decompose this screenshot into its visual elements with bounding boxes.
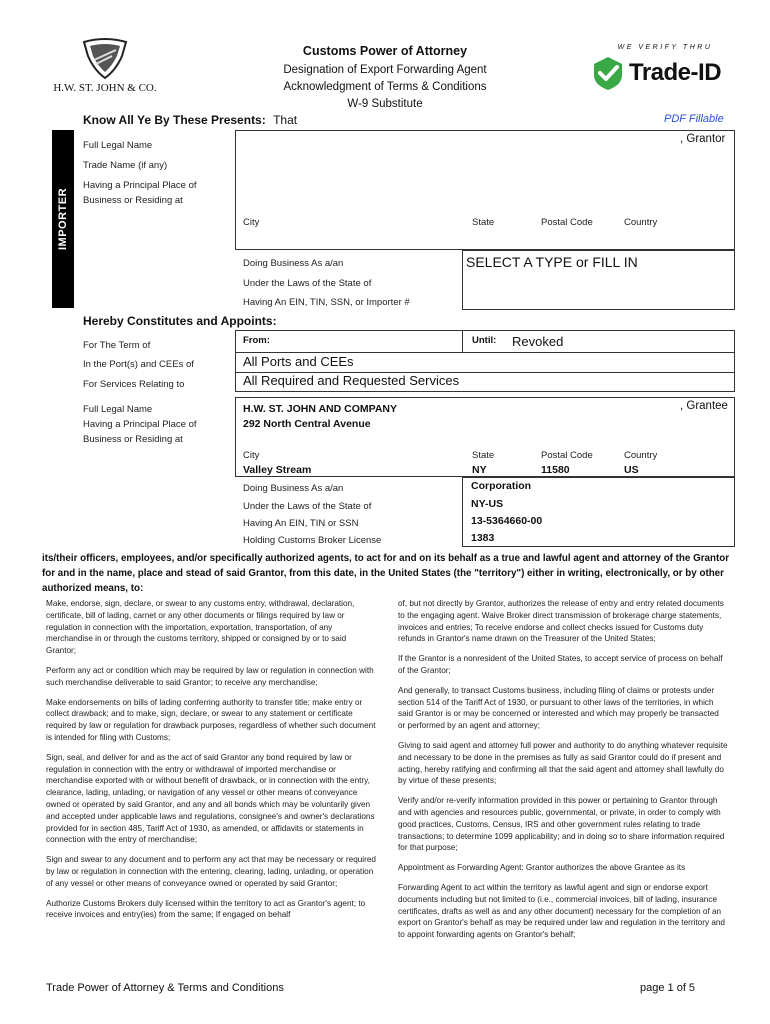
trade-name-label: Trade Name (if any): [83, 160, 168, 171]
right-paragraph: Verify and/or re-verify information provided in this power or pertaining to Grantor through and with agencies and resources public, governmental, or private, in order to comply with good practices, Customs, Census, IRS and other government rules relating to trade transactions; to determine 1099 applicability; and in doing so to share information required for that purpose;: [398, 796, 725, 853]
left-paragraph: Make endorsements on bills of lading conferring authority to transfer title; make entry or collect drawback; and to make, sign, declare, or swear to any statement or certificate required by law or regulation for drawback purposes, regardless of whether such document is intended for filing with Customs;: [46, 697, 376, 742]
left-paragraph: Make, endorse, sign, declare, or swear to any customs entry, withdrawal, declaration, certificate, bill of lading, carnet or any other documents or filings required by law or regulation in connection with the importation, exportation, transportation, of any merchandise in or through the customs territory, shipped or consigned by or to said Grantor;: [46, 599, 355, 656]
right-paragraph: Appointment as Forwarding Agent: Grantor authorizes the above Grantee as its: [398, 863, 686, 873]
document-title: Customs Power of Attorney: [302, 44, 468, 58]
importer-name-field[interactable]: [235, 130, 735, 250]
left-paragraph: Perform any act or condition which may be required by law or regulation in connection with such merchandise deliverable to said Grantor; to receive any merchandise;: [46, 665, 374, 687]
trade-id-badge: [590, 44, 730, 94]
ports-label: In the Port(s) and CEEs of: [83, 359, 194, 370]
verify-brand: Trade-ID: [629, 59, 722, 86]
title-block: [240, 44, 530, 113]
grantor-suffix: , Grantor: [680, 133, 726, 145]
importer-side-label: IMPORTER: [52, 130, 74, 308]
left-paragraph: Sign, seal, and deliver for and as the act of said Grantor any bond required by law or regulation in connection with the entry or withdrawal of imported merchandise or merchandise exported with or without benefit of drawback, or in connection with the entry, clearance, lading, unlading, or navigation of any vessel or other means of conveyance owned or operated by said Grantor, and any and all bonds which may be voluntarily given and accepted under applicable laws and regulations, consignee's and owner's declarations provided for in section 485, Tariff Act of 1930, as amended, or affidavits or statements in connection with the entry of merchandise;: [46, 752, 375, 845]
importer-dba-value[interactable]: SELECT A TYPE or FILL IN: [466, 254, 638, 270]
shield-logo-icon: [50, 38, 160, 80]
footer-left: Trade Power of Attorney & Terms and Conditions: [46, 982, 284, 994]
verify-tagline: WE VERIFY THRU: [617, 44, 713, 51]
grantee-license-label: Holding Customs Broker License: [243, 535, 382, 546]
right-column: [398, 598, 728, 949]
grantee-suffix: , Grantee: [680, 400, 728, 412]
grantee-name: H.W. ST. JOHN AND COMPANY: [243, 403, 398, 415]
that-label: That: [273, 113, 298, 127]
grantee-ein-label: Having An EIN, TIN or SSN: [243, 518, 359, 529]
right-paragraph: of, but not directly by Grantor, authorizes the release of entry and entry related documents to the engaging agent. Waive Broker direct transmission of brokerage charge statements, invoices and entries; To receive endorse and collect checks issued for Customs duty refunds in Grantor's name drawn on the Treasurer of the United States;: [398, 599, 724, 644]
grantee-laws-value: NY-US: [471, 498, 504, 510]
grantee-principal-label-1: Having a Principal Place of: [83, 419, 197, 430]
pdf-fillable-link[interactable]: PDF Fillable: [664, 113, 724, 125]
left-column: [46, 598, 376, 929]
check-shield-icon: [590, 55, 626, 91]
right-paragraph: And generally, to transact Customs business, including filing of claims or protests under section 514 of the Tariff Act of 1930, or pursuant to other laws of the territories, in which said Grantor is or may be concerned or interested and which may properly be transacted or performed by an agent and attorney;: [398, 685, 719, 731]
grantee-country-label: Country: [624, 450, 658, 461]
right-paragraph: Forwarding Agent to act within the territory as lawful agent and sign or endorse export documents including but not limited to (i.e., commercial invoices, bill of lading, insurance certificates, drafts as well as and any other document) necessary for the completion of an export on Grantor's behalf as may be required under law and regulation in the territory and to appoint forwarding agents on Grantor's behalf;: [398, 882, 725, 940]
grantee-license-value: 1383: [471, 532, 495, 544]
services-label: For Services Relating to: [83, 379, 185, 390]
right-paragraph: Giving to said agent and attorney full power and authority to do anything whatever requisite and necessary to be done in the premises as fully as said Grantor could do if present and acting, hereby ratifying and confirming all that the said agent and attorney shall lawfully do by virtue of these presents;: [398, 740, 728, 786]
importer-postal-label: Postal Code: [541, 217, 593, 228]
left-paragraph: Authorize Customs Brokers duly licensed within the territory to act as Grantor's agent; to receive invoices and entry(ies) from the same; If engaged on behalf: [46, 898, 366, 920]
intro-paragraph: its/their officers, employees, and/or specifically authorized agents, to act for and on its behalf as a true and lawful agent and attorney of the Grantor for and in the name, place and stead of said Grantor, from this date, in the United States (the "territory") either in writing, electronically, or by other authorized means, to:: [42, 553, 730, 594]
grantee-dba-value: Corporation: [471, 480, 532, 492]
principal-place-label-1: Having a Principal Place of: [83, 180, 197, 191]
grantee-laws-label: Under the Laws of the State of: [243, 501, 372, 512]
grantee-postal: 11580: [541, 464, 570, 476]
importer-city-label: City: [243, 217, 260, 228]
section-heading: Know All Ye By These Presents: That: [83, 113, 298, 127]
footer-page-number: page 1 of 5: [640, 982, 696, 994]
importer-country-label: Country: [624, 217, 658, 228]
grantee-dba-label: Doing Business As a/an: [243, 483, 344, 494]
services-value[interactable]: All Required and Requested Services: [243, 373, 460, 388]
right-paragraph: If the Grantor is a nonresident of the United States, to accept service of process on behalf of the Grantor;: [398, 654, 723, 675]
importer-laws-label: Under the Laws of the State of: [243, 278, 372, 289]
ports-value[interactable]: All Ports and CEEs: [243, 354, 354, 369]
subtitle-1: Designation of Export Forwarding Agent: [283, 64, 487, 76]
grantee-city-label: City: [243, 450, 260, 461]
company-logo: [50, 38, 160, 96]
importer-dba-label: Doing Business As a/an: [243, 258, 344, 269]
subtitle-3: W-9 Substitute: [347, 98, 423, 110]
appoints-heading: Hereby Constitutes and Appoints:: [83, 314, 277, 328]
brand-name: H.W. ST. JOHN & CO.: [53, 82, 157, 94]
grantee-postal-label: Postal Code: [541, 450, 593, 461]
grantee-full-legal-name-label: Full Legal Name: [83, 404, 153, 415]
grantee-state-label: State: [472, 450, 495, 461]
importer-state-label: State: [472, 217, 495, 228]
grantee-country: US: [624, 464, 639, 476]
until-value[interactable]: Revoked: [512, 334, 564, 349]
term-label: For The Term of: [83, 340, 151, 351]
grantee-principal-label-2: Business or Residing at: [83, 434, 183, 445]
until-label: Until:: [472, 335, 497, 346]
grantee-city: Valley Stream: [243, 464, 312, 476]
grantee-address: 292 North Central Avenue: [243, 418, 371, 430]
subtitle-2: Acknowledgment of Terms & Conditions: [283, 81, 487, 93]
grantee-ein-value: 13-5364660-00: [471, 515, 543, 527]
importer-ein-label: Having An EIN, TIN, SSN, or Importer #: [243, 297, 410, 308]
principal-place-label-2: Business or Residing at: [83, 195, 183, 206]
grantee-state: NY: [472, 464, 487, 476]
left-paragraph: Sign and swear to any document and to perform any act that may be necessary or required by law or regulation in connection with the entering, clearing, lading, unlading, or operation of any vessel or other means of conveyance owned or operated by said Grantor;: [46, 855, 376, 888]
from-label: From:: [243, 335, 270, 346]
full-legal-name-label: Full Legal Name: [83, 140, 153, 151]
